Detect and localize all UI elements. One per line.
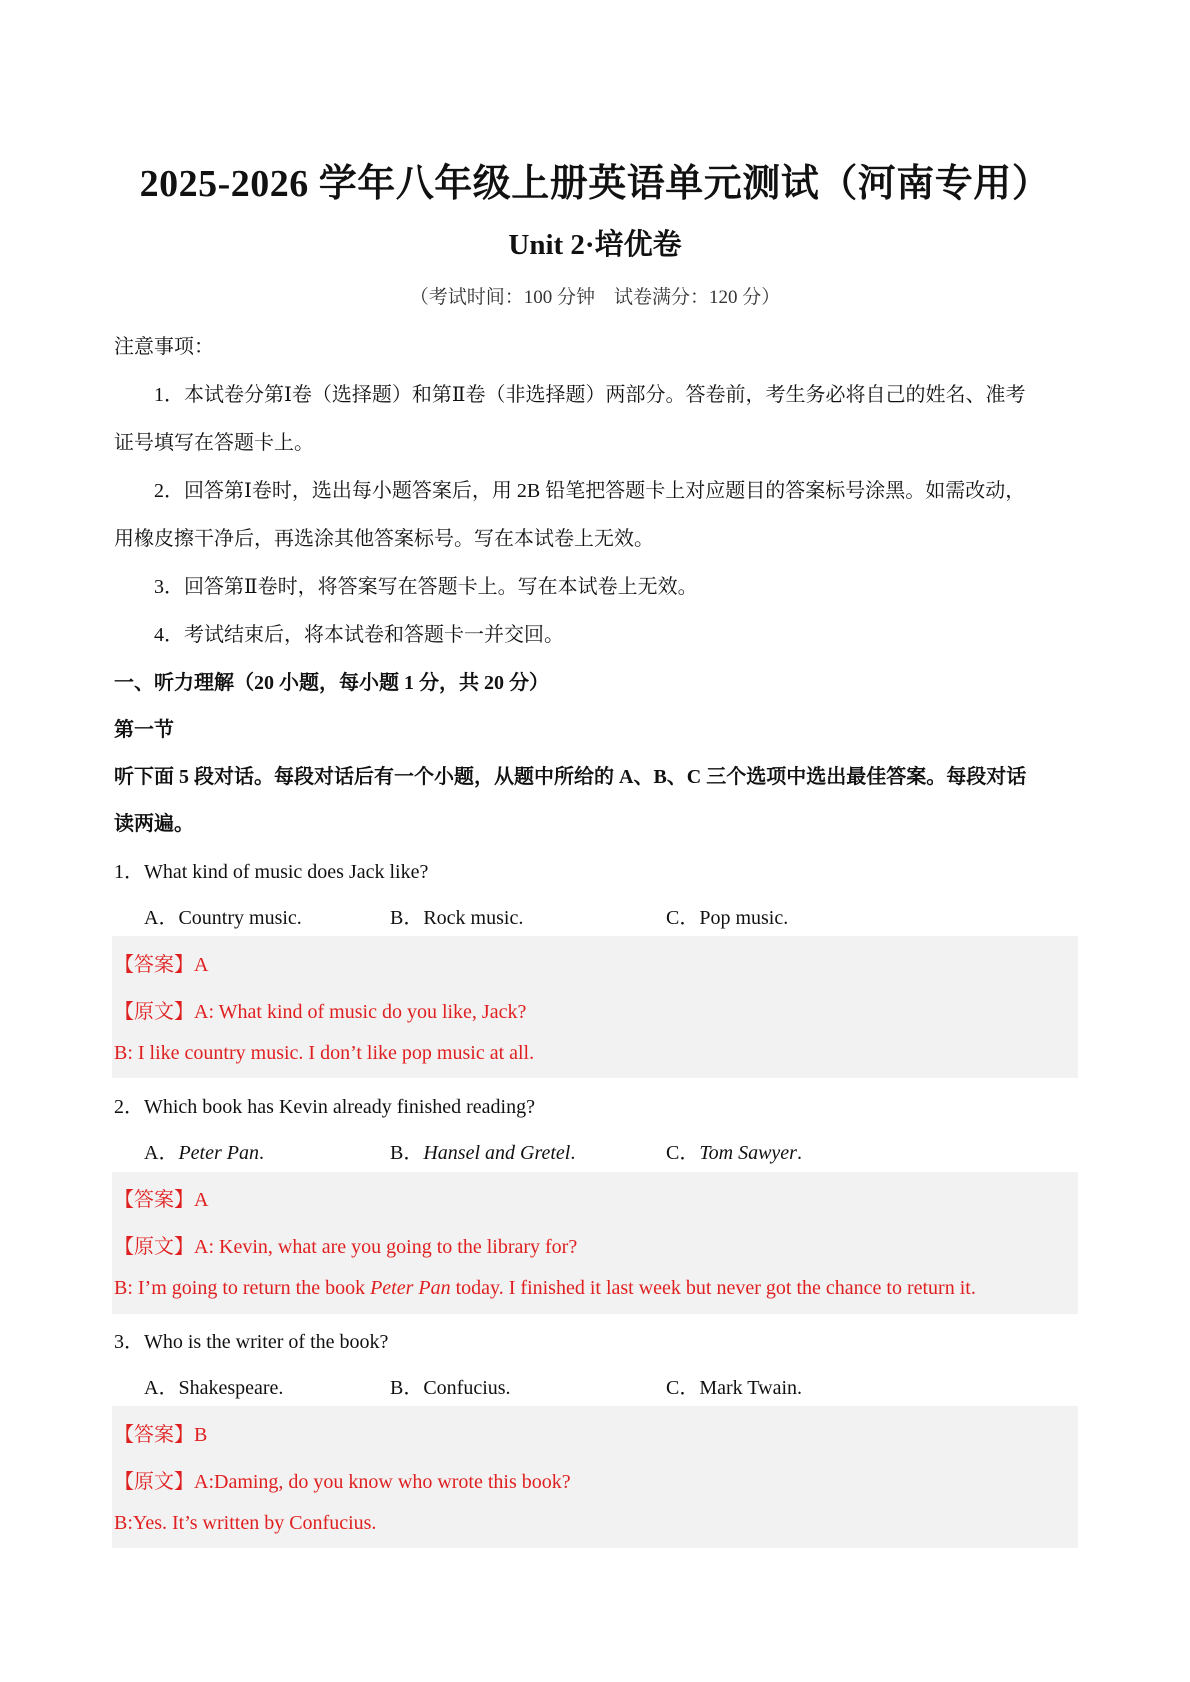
section-heading: 一、听力理解（20 小题，每小题 1 分，共 20 分） xyxy=(114,672,549,694)
q1-transcript-b: B: I like country music. I don’t like pop music at all. xyxy=(114,1042,535,1064)
q2-option-a-title: Peter Pan xyxy=(178,1142,259,1164)
note-1-line-2: 证号填写在答题卡上。 xyxy=(114,432,314,454)
q2-option-a-letter: A． xyxy=(144,1142,179,1164)
q2-transcript-a-text: A: Kevin, what are you going to the library for? xyxy=(194,1236,578,1258)
q1-option-b-letter: B． xyxy=(390,907,424,929)
question-2: 2．Which book has Kevin already finished reading? xyxy=(114,1096,535,1118)
q1-transcript-a xyxy=(114,995,526,1024)
q2-option-b xyxy=(390,1136,575,1165)
notes-heading: 注意事项： xyxy=(114,336,214,358)
q1-option-a xyxy=(144,901,302,930)
q3-option-a-letter: A． xyxy=(144,1377,179,1399)
q1-option-c-text: Pop music. xyxy=(699,907,789,929)
q2-answer: 【答案】A xyxy=(114,1189,209,1211)
q2-option-a-end: . xyxy=(258,1142,264,1164)
q1-transcript-label: 【原文】 xyxy=(114,1001,194,1023)
q2-option-c xyxy=(666,1136,802,1165)
q1-transcript-a-text: A: What kind of music do you like, Jack? xyxy=(194,1001,527,1023)
q1-option-a-letter: A． xyxy=(144,907,179,929)
q3-answer: 【答案】B xyxy=(114,1424,208,1446)
q3-option-b-letter: B． xyxy=(390,1377,424,1399)
q2-option-c-letter: C． xyxy=(666,1142,700,1164)
q3-option-a-text: Shakespeare. xyxy=(178,1377,284,1399)
section-instruction-line-1: 听下面 5 段对话。每段对话后有一个小题，从题中所给的 A、B、C 三个选项中选出最佳答案。每段对话 xyxy=(114,766,1027,788)
q1-option-a-text: Country music. xyxy=(178,907,302,929)
q2-transcript-b-title: Peter Pan xyxy=(370,1277,451,1299)
note-3: 3．回答第Ⅱ卷时，将答案写在答题卡上。写在本试卷上无效。 xyxy=(154,576,698,598)
q2-transcript-b xyxy=(114,1277,976,1300)
question-3: 3．Who is the writer of the book? xyxy=(114,1331,389,1353)
q2-option-a xyxy=(144,1136,264,1165)
q3-option-a xyxy=(144,1371,283,1400)
q1-option-c-letter: C． xyxy=(666,907,700,929)
q3-option-b xyxy=(390,1371,511,1400)
q2-transcript-b-post: today. I finished it last week but never got the chance to return it. xyxy=(450,1277,976,1299)
section-part: 第一节 xyxy=(114,719,174,741)
q1-option-b xyxy=(390,901,523,930)
note-1-line-1: 1．本试卷分第Ⅰ卷（选择题）和第Ⅱ卷（非选择题）两部分。答卷前，考生务必将自己的姓名、准考 xyxy=(154,384,1026,406)
q1-option-c xyxy=(666,901,788,930)
q2-transcript-b-pre: B: I’m going to return the book xyxy=(114,1277,371,1299)
section-instruction-line-2: 读两遍。 xyxy=(114,813,194,835)
question-1: 1．What kind of music does Jack like? xyxy=(114,861,429,883)
q3-transcript-b: B:Yes. It’s written by Confucius. xyxy=(114,1512,377,1534)
note-2-line-2: 用橡皮擦干净后，再选涂其他答案标号。写在本试卷上无效。 xyxy=(114,528,654,550)
q3-transcript-a-text: A:Daming, do you know who wrote this book? xyxy=(194,1471,571,1493)
q2-transcript-a xyxy=(114,1230,577,1259)
q2-option-b-end: . xyxy=(570,1142,576,1164)
q1-option-b-text: Rock music. xyxy=(423,907,524,929)
q2-option-c-title: Tom Sawyer xyxy=(699,1142,797,1164)
q3-transcript-label: 【原文】 xyxy=(114,1471,194,1493)
note-4: 4．考试结束后，将本试卷和答题卡一并交回。 xyxy=(154,624,564,646)
q2-transcript-label: 【原文】 xyxy=(114,1236,194,1258)
q2-option-b-title: Hansel and Gretel xyxy=(423,1142,571,1164)
q1-answer: 【答案】A xyxy=(114,954,209,976)
q3-option-c-letter: C． xyxy=(666,1377,700,1399)
q2-option-b-letter: B． xyxy=(390,1142,424,1164)
exam-title: 2025-2026 学年八年级上册英语单元测试（河南专用） xyxy=(139,163,1051,205)
q3-transcript-a xyxy=(114,1465,571,1494)
q3-option-c xyxy=(666,1371,802,1400)
exam-meta: （考试时间：100 分钟 试卷满分：120 分） xyxy=(409,287,781,308)
q2-option-c-end: . xyxy=(796,1142,802,1164)
exam-subtitle: Unit 2·培优卷 xyxy=(508,229,682,261)
q3-option-b-text: Confucius. xyxy=(423,1377,511,1399)
note-2-line-1: 2．回答第Ⅰ卷时，选出每小题答案后，用 2B 铅笔把答题卡上对应题目的答案标号涂黑。如需改动， xyxy=(154,480,1026,502)
q3-option-c-text: Mark Twain. xyxy=(699,1377,802,1399)
